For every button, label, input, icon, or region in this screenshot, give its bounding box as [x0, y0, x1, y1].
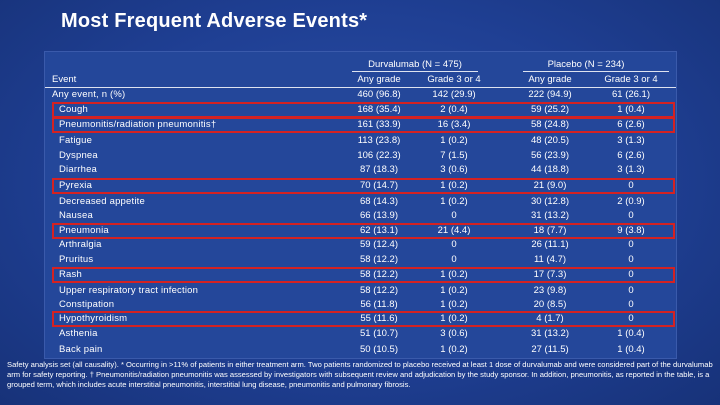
highlight-box [52, 311, 675, 327]
table-cell: 68 (14.3) [359, 196, 399, 207]
event-label: Any event, n (%) [52, 89, 126, 100]
table-row [45, 253, 676, 268]
table-cell: 1 (0.2) [440, 180, 468, 191]
column-header-placebo-any-grade: Any grade [528, 74, 572, 85]
table-cell: 6 (2.6) [617, 150, 645, 161]
highlight-box [52, 178, 675, 194]
table-cell: 3 (1.3) [617, 135, 645, 146]
table-cell: 3 (1.3) [617, 164, 645, 175]
group-underline-durvalumab [352, 71, 478, 72]
table-cell: 3 (0.6) [440, 328, 468, 339]
table-cell: 0 [628, 299, 634, 310]
event-label: Pruritus [59, 254, 94, 265]
table-cell: 21 (9.0) [533, 180, 567, 191]
table-cell: 0 [628, 210, 634, 221]
table-cell: 0 [628, 254, 634, 265]
table-cell: 0 [628, 285, 634, 296]
table-cell: 106 (22.3) [357, 150, 401, 161]
table-row [45, 163, 676, 178]
table-cell: 48 (20.5) [530, 135, 570, 146]
table-cell: 26 (11.1) [531, 239, 569, 250]
table-cell: 0 [628, 239, 634, 250]
table-cell: 161 (33.9) [357, 119, 401, 130]
table-cell: 3 (0.6) [440, 164, 468, 175]
table-cell: 31 (13.2) [530, 328, 570, 339]
table-cell: 55 (11.6) [360, 313, 398, 324]
table-cell: 56 (23.9) [530, 150, 570, 161]
table-cell: 142 (29.9) [432, 89, 476, 100]
highlight-box [52, 102, 675, 118]
footnote: Safety analysis set (all causality). * Occurring in >11% of patients in either treatment arm. Two patients randomized to placebo received at least 1 dose of durvalumab and were considered part of the durvalumab arm for safety reporting. † Pneumonitis/radiation pneumonitis was assessed by investigators with subsequent review and adjudication by the study sponsor. In addition, pneumonitis, as reported in the table, is a grouped term, which includes acute interstitial pneumonitis, interstitial lung disease, pneumonitis and pulmonary fibrosis. [7, 360, 713, 389]
table-cell: 59 (25.2) [530, 104, 570, 115]
table-cell: 27 (11.5) [531, 344, 569, 355]
table-row [45, 209, 676, 224]
table-row [45, 195, 676, 210]
event-label: Fatigue [59, 135, 93, 146]
table-cell: 7 (1.5) [440, 150, 468, 161]
table-cell: 168 (35.4) [357, 104, 401, 115]
table-cell: 17 (7.3) [533, 269, 567, 280]
table-cell: 113 (23.8) [357, 135, 401, 146]
table-cell: 58 (12.2) [359, 269, 399, 280]
table-cell: 1 (0.2) [440, 285, 468, 296]
table-cell: 58 (12.2) [359, 254, 399, 265]
table-cell: 0 [451, 254, 457, 265]
group-header-durvalumab: Durvalumab (N = 475) [368, 59, 462, 70]
table-cell: 61 (26.1) [611, 89, 651, 100]
event-label: Upper respiratory tract infection [59, 285, 199, 296]
table-cell: 1 (0.2) [440, 135, 468, 146]
event-label: Decreased appetite [59, 196, 145, 207]
event-label: Pneumonitis/radiation pneumonitis† [59, 119, 217, 130]
table-cell: 59 (12.4) [359, 239, 399, 250]
column-header-event: Event [52, 74, 77, 85]
table-row [45, 327, 676, 342]
table-cell: 460 (96.8) [357, 89, 401, 100]
table-cell: 16 (3.4) [437, 119, 471, 130]
table-cell: 1 (0.2) [440, 344, 468, 355]
table-cell: 0 [451, 210, 457, 221]
table-cell: 44 (18.8) [530, 164, 570, 175]
event-label: Back pain [59, 344, 103, 355]
table-row [45, 284, 676, 299]
event-label: Dyspnea [59, 150, 98, 161]
group-underline-placebo [523, 71, 669, 72]
table-cell: 1 (0.4) [617, 344, 645, 355]
table-cell: 21 (4.4) [437, 225, 471, 236]
table-cell: 20 (8.5) [533, 299, 567, 310]
table-row [45, 238, 676, 253]
event-label: Pyrexia [59, 180, 93, 191]
table-cell: 30 (12.8) [530, 196, 570, 207]
table-cell: 2 (0.4) [440, 104, 468, 115]
table-cell: 31 (13.2) [530, 210, 570, 221]
column-header-placebo-grade-3-4: Grade 3 or 4 [604, 74, 658, 85]
table-cell: 70 (14.7) [359, 180, 399, 191]
event-label: Arthralgia [59, 239, 102, 250]
adverse-events-table [44, 51, 677, 359]
event-label: Nausea [59, 210, 93, 221]
table-cell: 0 [628, 313, 634, 324]
event-label: Diarrhea [59, 164, 98, 175]
event-label: Hypothyroidism [59, 313, 128, 324]
table-cell: 50 (10.5) [359, 344, 399, 355]
event-label: Asthenia [59, 328, 98, 339]
table-cell: 6 (2.6) [617, 119, 645, 130]
highlight-box [52, 117, 675, 133]
table-row [45, 149, 676, 164]
table-cell: 56 (11.8) [360, 299, 398, 310]
table-cell: 18 (7.7) [533, 225, 567, 236]
table-cell: 1 (0.2) [440, 196, 468, 207]
table-cell: 58 (12.2) [359, 285, 399, 296]
table-cell: 222 (94.9) [528, 89, 572, 100]
table-cell: 58 (24.8) [530, 119, 570, 130]
event-label: Rash [59, 269, 82, 280]
table-cell: 23 (9.8) [533, 285, 567, 296]
highlight-box [52, 267, 675, 283]
group-header-placebo: Placebo (N = 234) [547, 59, 625, 70]
table-row [45, 88, 676, 103]
slide-title: Most Frequent Adverse Events* [61, 10, 368, 32]
table-cell: 4 (1.7) [536, 313, 564, 324]
table-cell: 51 (10.7) [359, 328, 399, 339]
table-cell: 62 (13.1) [359, 225, 399, 236]
table-cell: 1 (0.2) [440, 313, 468, 324]
table-cell: 1 (0.4) [617, 328, 645, 339]
highlight-box [52, 223, 675, 239]
table-cell: 0 [628, 269, 634, 280]
table-cell: 11 (4.7) [533, 254, 567, 265]
event-label: Pneumonia [59, 225, 109, 236]
table-cell: 1 (0.2) [440, 269, 468, 280]
table-cell: 0 [451, 239, 457, 250]
table-cell: 2 (0.9) [617, 196, 645, 207]
table-cell: 87 (18.3) [359, 164, 399, 175]
table-cell: 1 (0.4) [617, 104, 645, 115]
table-cell: 1 (0.2) [440, 299, 468, 310]
table-row [45, 134, 676, 149]
table-cell: 66 (13.9) [359, 210, 399, 221]
table-cell: 9 (3.8) [617, 225, 645, 236]
table-row [45, 343, 676, 358]
event-label: Cough [59, 104, 88, 115]
column-header-durvalumab-any-grade: Any grade [357, 74, 401, 85]
event-label: Constipation [59, 299, 115, 310]
table-cell: 0 [628, 180, 634, 191]
column-header-durvalumab-grade-3-4: Grade 3 or 4 [427, 74, 481, 85]
